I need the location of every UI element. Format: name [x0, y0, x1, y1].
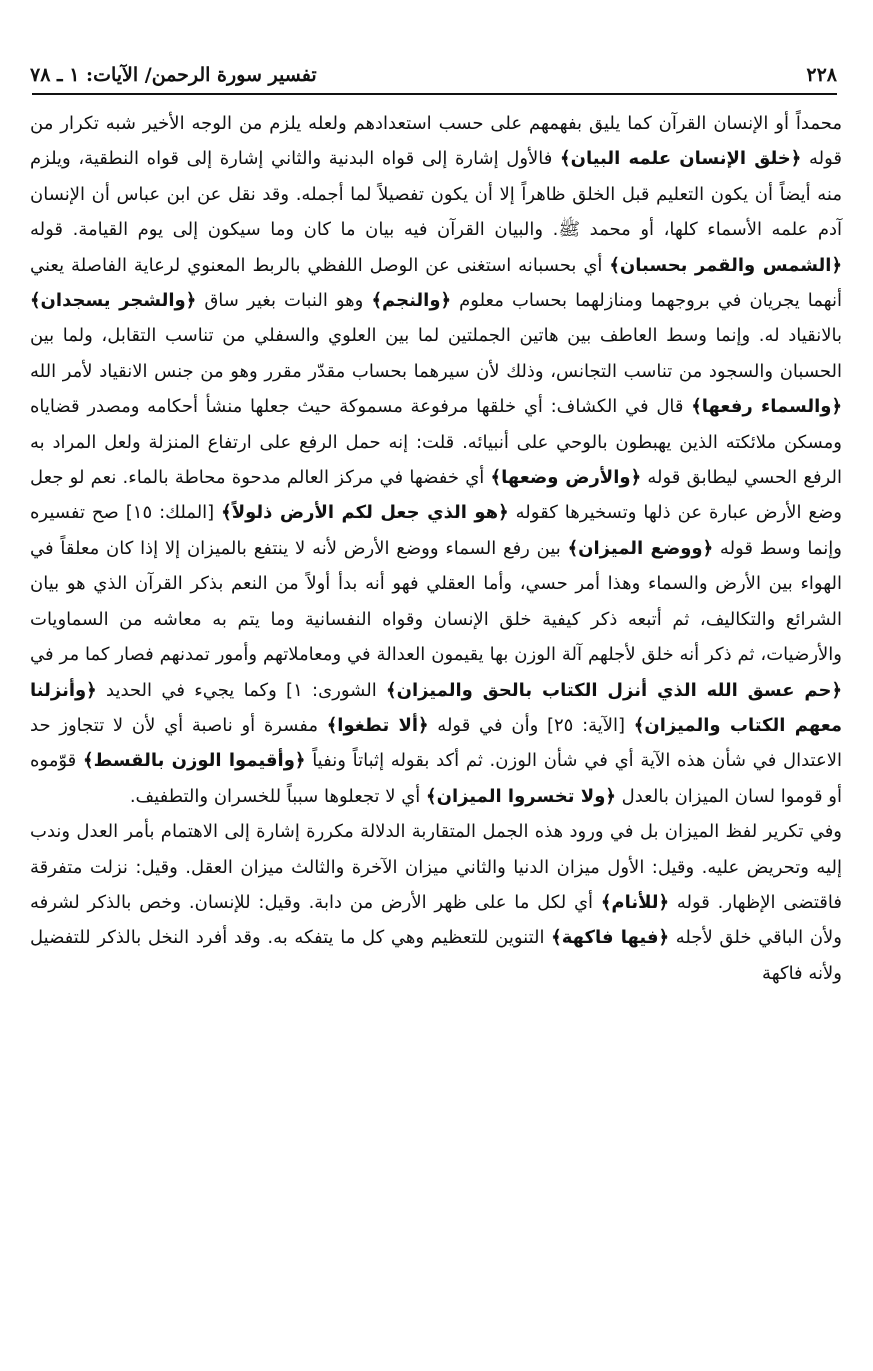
text-run: فالأول إشارة إلى قواه البدنية والثاني إشارة إلى قواه النطقية، ويلزم منه أيضاً أن يكون التعليم قبل الخلق ظاهراً إلا أن يكون تفصيلاً لما أجمله. وقد نقل عن ابن عباس أن الإنسان آدم علمه الأسماء كلها، أو محمد ﷺ. والبيان القرآن فيه بيان ما كان وما سيكون إلى يوم القيامة. قوله: [30, 148, 842, 241]
text-run: قوّموه أو قوموا لسان الميزان بالعدل: [30, 750, 842, 807]
text-run: أي لا تجعلوها سبباً للخسران والتطفيف.: [129, 785, 427, 807]
text-run: أي بحسبانه استغنى عن الوصل اللفظي بالربط المعنوي لرعاية الفاصلة يعني أنهما يجريان في بروجهما ومنازلهما بحساب معلوم: [30, 254, 842, 312]
quran-quote: ﴿والسماء رفعها﴾: [691, 396, 842, 418]
quran-quote: ﴿ألا تطغوا﴾: [326, 714, 429, 736]
text-run: التنوين للتعظيم وهي كل ما يتفكه به. وقد أفرد النخل بالذكر للتفضيل ولأنه فاكهة: [30, 927, 842, 984]
quran-quote: ﴿والنجم﴾: [371, 290, 452, 312]
quran-quote: ﴿خلق الإنسان علمه البيان﴾: [560, 148, 802, 170]
page-number: ٢٢٨: [806, 64, 837, 86]
text-run: قال في الكشاف: أي خلقها مرفوعة مسموكة حيث جعلها منشأ أحكامه ومصدر قضاياه ومسكن ملائكته الذين يهبطون بالوحي على أنبيائه. قلت: إنه حمل الرفع على ارتفاع المنزلة ولعل المراد به الرفع الحسي ليطابق قوله: [30, 396, 842, 489]
quran-quote: ﴿وأنزلنا معهم الكتاب والميزان﴾: [30, 679, 843, 736]
quran-quote: ﴿والشجر يسجدان﴾: [30, 290, 197, 312]
text-run: أي خفضها في مركز العالم مدحوة محاطة بالماء. نعم لو جعل وضع الأرض عبارة عن ذلها وتسخيرها كقوله: [30, 467, 842, 524]
quran-quote: ﴿الشمس والقمر بحسبان﴾: [609, 254, 842, 276]
quran-quote: ﴿ووضع الميزان﴾: [567, 537, 714, 559]
paragraph: [30, 106, 842, 814]
quran-quote: ﴿هو الذي جعل لكم الأرض ذلولاً﴾: [221, 502, 509, 524]
text-run: [الآية: ٢٥] وأن في قوله: [428, 714, 634, 736]
text-run: مفسرة أو ناصبة أي لأن لا تتجاوز حد الاعتدال في شأن هذه الآية أي في شأن الوزن. ثم أكد بقوله إثباتاً ونفياً: [30, 714, 842, 772]
text-run: [الملك: ١٥] صح تفسيره وإنما وسط قوله: [30, 502, 842, 559]
text-run: الشورى: ١] وكما يجيء في الحديد: [96, 679, 387, 701]
text-run: وفي تكرير لفظ الميزان بل في ورود هذه الجمل المتقاربة الدلالة مكررة إشارة إلى الاهتمام بأمر العدل وندب إليه وتحريض عليه. وقيل: الأول ميزان الدنيا والثاني ميزان الآخرة والثالث ميزان العقل. وقيل: نزلت متفرقة فاقتضى الإظهار. قوله: [30, 821, 842, 913]
quran-quote: ﴿والأرض وضعها﴾: [490, 467, 642, 489]
text-run: محمداً أو الإنسان القرآن كما يليق بفهمهم على حسب استعدادهم ولعله يلزم من الوجه الأخير شبه تكرار من قوله: [30, 113, 842, 170]
quran-quote: ﴿فيها فاكهة﴾: [551, 927, 670, 949]
quran-quote: ﴿حم عسق الله الذي أنزل الكتاب بالحق والميزان﴾: [386, 679, 842, 701]
running-title: تفسير سورة الرحمن/ الآيات: ١ ـ ٧٨: [30, 64, 317, 86]
header-rule: [32, 93, 837, 95]
text-run: بين رفع السماء ووضع الأرض لأنه لا ينتفع بالميزان إلا إذا كان معلقاً في الهواء بين الأرض والسماء وهذا أمر حسي، وأما العقلي فهو أنه بدأ أولاً من النعم بذكر القرآن الذي هو بيان الشرائع والتكاليف، ثم أتبعه ذكر كيفية خلق الإنسان وقواه النفسانية وما يتم به معاشه من السماويات والأرضيات، ثم ذكر أنه خلق لأجلهم آلة الوزن بها يقيمون العدالة في ومعاملاتهم وأمور تمدنهم فصار كما مر في: [30, 537, 842, 666]
quran-quote: ﴿ولا تخسروا الميزان﴾: [426, 785, 616, 807]
text-run: بالانقياد له. وإنما وسط العاطف بين هاتين الجملتين لما بين العلوي والسفلي من تناسب التقابل، ولما بين الحسبان والسجود من تناسب التجانس، وذلك لأن سيرهما بحساب مقدّر مقرر وهو من جنس الانقياد لأمر الله: [30, 325, 842, 382]
page-header: [30, 58, 837, 92]
paragraph: [30, 814, 842, 991]
quran-quote: ﴿للأنام﴾: [600, 891, 670, 913]
text-run: وهو النبات بغير ساق: [196, 290, 372, 312]
text-run: أي لكل ما على ظهر الأرض من دابة. وقيل: للإنسان. وخص بالذكر لشرفه ولأن الباقي خلق لأجله: [30, 891, 842, 949]
body-text: [30, 106, 842, 991]
quran-quote: ﴿وأقيموا الوزن بالقسط﴾: [83, 750, 306, 772]
